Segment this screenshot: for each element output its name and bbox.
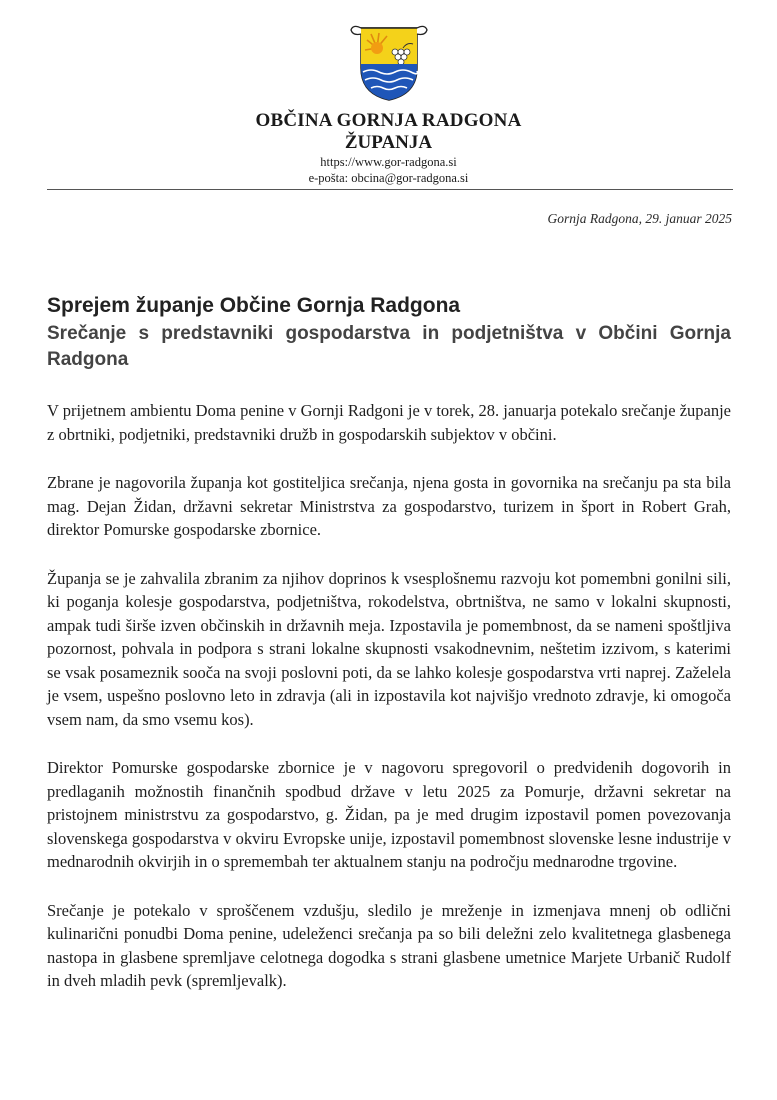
paragraph-1: V prijetnem ambientu Doma penine v Gornji Radgoni je v torek, 28. januarja potekalo srečanje županje z obrtniki, podjetniki, predstavniki družb in gospodarskih subjektov v občini. [47, 401, 731, 444]
paragraph-5: Srečanje je potekalo v sproščenem vzdušju, sledilo je mreženje in izmenjava mnenj ob odlični kulinarični ponudbi Doma penine, udeleženci srečanja pa so bili deležni zelo kvalitetnega glasbenega nastopa in glasbene spremljave celotnega dogodka s strani glasbene umetnice Marjete Urbanič Rudolf in dveh mladih pevk (spremljevalk). [47, 900, 731, 990]
header-divider [47, 189, 733, 190]
coat-of-arms-icon [347, 18, 431, 102]
article-subtitle: Srečanje s predstavniki gospodarstva in podjetništva v Občini Gornja Radgona [47, 323, 731, 370]
article-body [47, 293, 731, 993]
letterhead [0, 110, 777, 186]
office-name: ŽUPANJA [344, 132, 433, 153]
paragraph-4: Direktor Pomurske gospodarske zbornice je v nagovoru spregovoril o predvidenih dogovorih in predlaganih možnostih finančnih spodbud države v letu 2025 za Pomurje, državni sekretar na pristojnem ministrstvu za gospodarstvo, g. Židan, pa je med drugim izpostavil pomen povezovanja slovenskega gospodarstva v okviru Evropske unije, izpostavil pomembnost slovenske lesne industrije v mednarodnih okvirjih in o spremembah ter aktualnem stanju na področju mednarodne trgovine. [47, 758, 731, 871]
dateline: Gornja Radgona, 29. januar 2025 [547, 211, 732, 226]
website-url[interactable]: https://www.gor-radgona.si [320, 155, 457, 169]
paragraph-2: Zbrane je nagovorila županja kot gostiteljica srečanja, njena gosta in govornika na srečanju pa sta bila mag. Dejan Židan, državni sekretar Ministrstva za gospodarstvo, turizem in šport in Robert Grah, direktor Pomurske gospodarske zbornice. [47, 473, 731, 539]
website-link[interactable] [0, 154, 777, 170]
article-title: Sprejem županje Občine Gornja Radgona [47, 294, 461, 317]
email-line[interactable]: e-pošta: obcina@gor-radgona.si [308, 171, 469, 185]
paragraph-3: Županja se je zahvalila zbranim za njihov doprinos k vsesplošnemu razvoju kot pomembni gonilni sili, ki poganja kolesje gospodarstva, podjetništva, rokodelstva, obrtništva, ne samo v lokalni skupnosti, ampak tudi širše izven občinskih in državnih meja. Izpostavila je pomembnost, da se nameni spoštljiva pozornost, pohvala in podpora s strani lokalne skupnosti vsakodnevnim, neštetim izzivom, s katerimi se vsak posameznik sooča na svoji poslovni poti, da se lahko kolesje gospodarstva vrti naprej. Zaželela je vsem, uspešno poslovno leto in zdravja (ali in izpostavila kot najvišjo vrednoto zdravje, ki omogoča vsem nam, da smo vsemu kos). [47, 568, 731, 729]
organization-name: OBČINA GORNJA RADGONA [255, 110, 522, 131]
